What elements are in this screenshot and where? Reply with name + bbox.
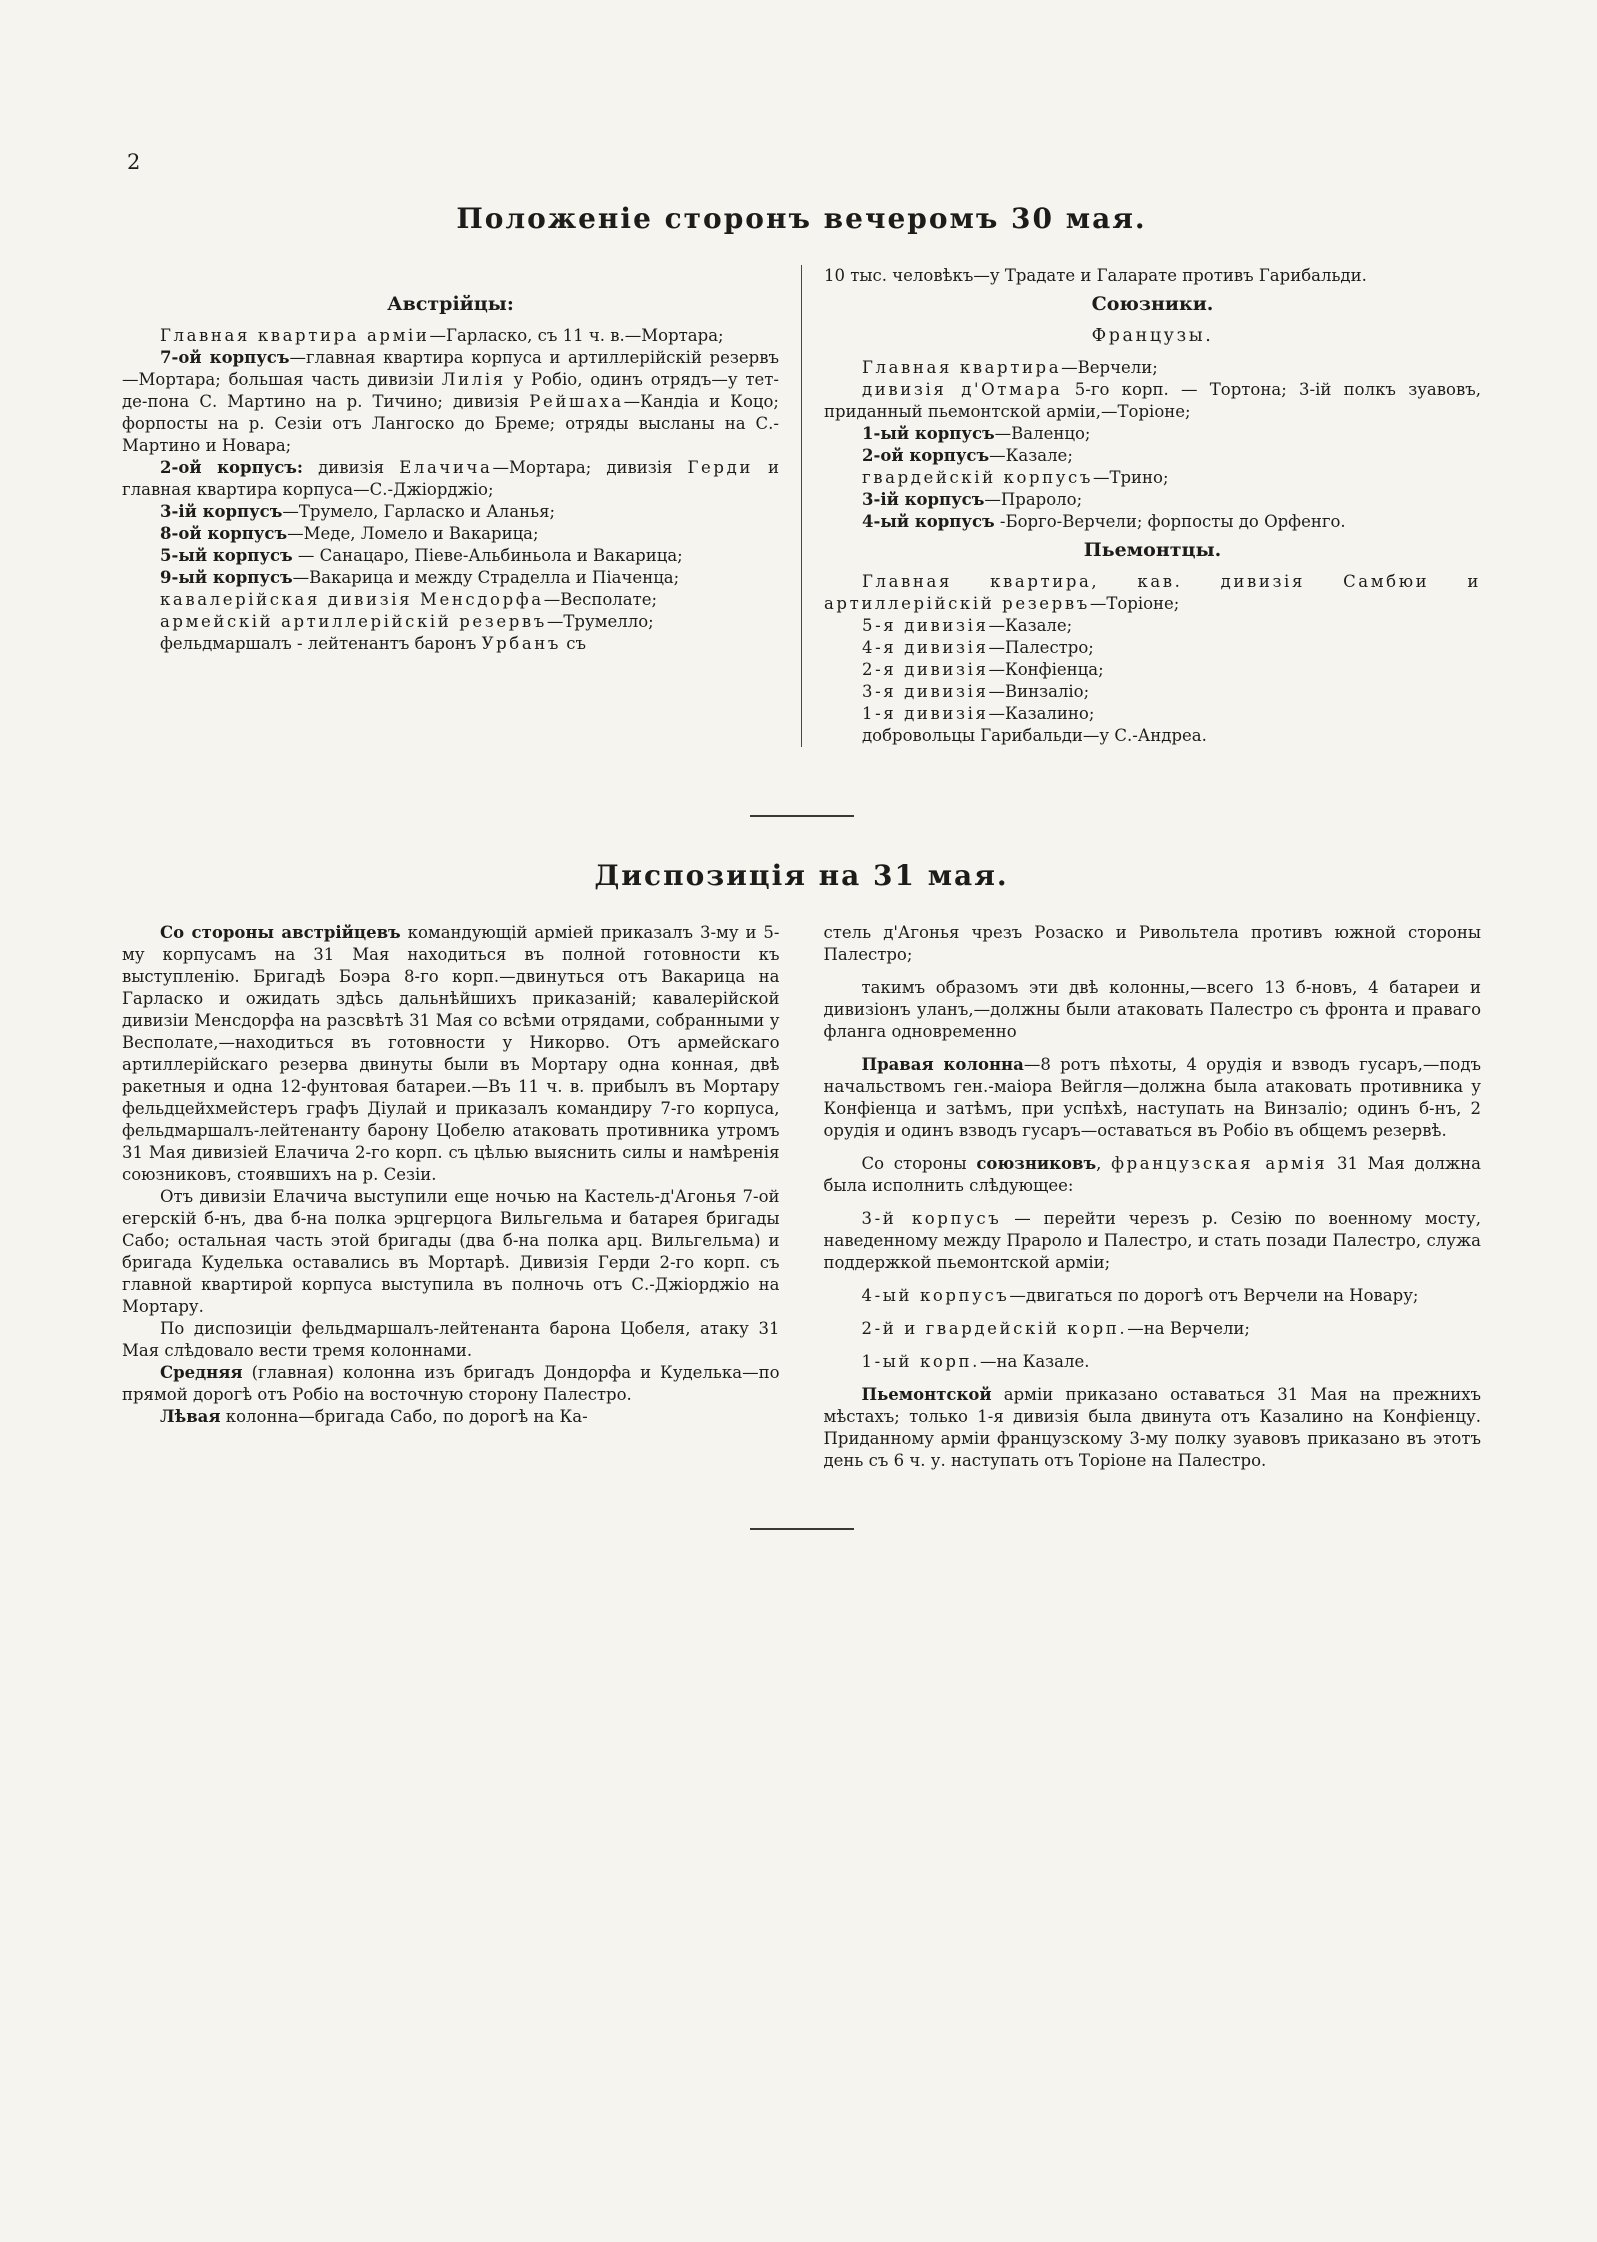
text-run: Лилія — [441, 370, 506, 389]
text-run: —двигаться по дорогѣ отъ Верчели на Новару; — [1009, 1286, 1419, 1305]
paragraph — [824, 637, 1481, 659]
paragraph — [122, 545, 779, 567]
paragraph — [824, 379, 1481, 423]
text-run: Пьемонтской — [861, 1385, 992, 1404]
text-run: 5-я дивизія — [862, 616, 989, 635]
paragraph — [824, 571, 1481, 615]
column-heading — [824, 293, 1481, 315]
column-heading — [824, 539, 1481, 561]
text-run: Главная квартира арміи — [160, 326, 430, 345]
text-run: —Казале; — [989, 446, 1073, 465]
text-run: 4-я дивизія — [862, 638, 989, 657]
text-run: 3-ій корпусъ — [862, 490, 985, 509]
paragraph — [824, 467, 1481, 489]
text-run: командующій арміей приказалъ 3-му и 5-му корпусамъ на 31 Мая находиться въ полной готовности къ выступленію. Бригадѣ Боэра 8-го корп.—двинуться отъ Вакарица на Гарласко и ожидать здѣсь дальнѣйшихъ приказаній; кавалерійской дивизіи Менсдорфа на разсвѣтѣ 31 Мая со всѣми отрядами, собранными у Весполате,—находиться въ готовности у Никорво. Отъ армейскаго артиллерійскаго резерва двинуты были въ Мортару одна конная, двѣ ракетныя и одна 12-фунтовая батареи.—Въ 11 ч. в. прибылъ въ Мортару фельдцейхмейстеръ графъ Діулай и приказалъ командиру 7-го корпуса, фельдмаршалъ-лейтенанту барону Цобелю атаковать противника утромъ 31 Мая дивизіей Елачича 2-го корп. съ цѣлью выяснить силы и намѣренія союзниковъ, стоявшихъ на р. Сезіи. — [122, 923, 780, 1184]
text-run: Рейшаха — [529, 392, 624, 411]
text-run: 5-го корп. — Тортона; 3-ій полкъ зуавовъ, приданный пьемонтской арміи,—Торіоне; — [824, 380, 1481, 421]
text-run: арміи приказано оставаться 31 Мая на прежнихъ мѣстахъ; только 1-я дивизія была двинута отъ Казалино на Конфіенцу. Приданному арміи французскому 3-му полку зуавовъ приказано въ этотъ день съ 6 ч. у. наступать отъ Торіоне на Палестро. — [823, 1385, 1481, 1470]
text-run: Отъ дивизіи Елачича выступили еще ночью на Кастель-д'Агонья 7-ой егерскій б-нъ, два б-на полка эрцгерцога Вильгельма и батарея бригады Сабо; остальная часть этой бригады (два б-на полка арц. Вильгельма) и бригада Куделька оставались въ Мортарѣ. Дивизія Герди 2-го корп. съ главной квартирой корпуса выступила въ полночь отъ С.-Джіорджіо на Мортару. — [122, 1187, 780, 1316]
text-run: Пьемонтцы. — [1083, 539, 1222, 561]
paragraph — [122, 611, 779, 633]
paragraph — [824, 1208, 1482, 1274]
text-run: Союзники. — [1091, 293, 1214, 315]
paragraph — [824, 1285, 1482, 1307]
text-run: 3-ій корпусъ — [160, 502, 283, 521]
text-run: —Прароло; — [984, 490, 1083, 509]
text-run: 1-ый корп. — [861, 1352, 980, 1371]
paragraph — [824, 423, 1481, 445]
paragraph — [824, 1351, 1482, 1373]
text-run: —Меде, Ломело и Вакарица; — [287, 524, 539, 543]
text-run: —Вакарица и между Страделла и Піаченца; — [292, 568, 680, 587]
text-run: дивизія — [303, 458, 400, 477]
text-run: 9-ый корпусъ — [160, 568, 293, 587]
paragraph — [824, 1318, 1482, 1340]
text-run: фельдмаршалъ - лейтенантъ баронъ — [160, 634, 482, 653]
paragraph — [122, 633, 779, 655]
column-heading — [122, 293, 779, 315]
text-run: —Торіоне; — [1089, 594, 1180, 613]
text-run: —Валенцо; — [994, 424, 1091, 443]
text-run: , — [1096, 1154, 1112, 1173]
text-run: 2-й и гвардейскій корп. — [861, 1319, 1128, 1338]
text-run: —Конфіенца; — [988, 660, 1104, 679]
paragraph — [122, 501, 779, 523]
text-run: дивизія д'Отмара — [862, 380, 1063, 399]
section2-columns — [122, 922, 1481, 1472]
page-number: 2 — [127, 150, 141, 174]
text-run: Главная квартира, кав. дивизія Самбюи и артиллерійскій резервъ — [824, 572, 1481, 613]
section2-right-column — [802, 922, 1482, 1472]
text-run: —на Верчели; — [1127, 1319, 1250, 1338]
text-run: —Палестро; — [988, 638, 1094, 657]
section1-columns — [122, 265, 1481, 747]
text-run: Австрійцы: — [387, 293, 514, 315]
text-run: колонна—бригада Сабо, по дорогѣ на Ка- — [220, 1407, 588, 1426]
text-run: —на Казале. — [980, 1352, 1090, 1371]
paragraph — [824, 1153, 1482, 1197]
text-run: Французы. — [1091, 326, 1214, 346]
end-of-text-rule — [750, 1528, 854, 1530]
text-run: —Казале; — [988, 616, 1073, 635]
paragraph — [824, 659, 1481, 681]
text-run: армейскій артиллерійскій резервъ — [160, 612, 547, 631]
paragraph — [824, 615, 1481, 637]
text-run: Елачича — [399, 458, 493, 477]
text-run: 2-ой корпусъ — [862, 446, 990, 465]
text-run: съ — [560, 634, 586, 653]
text-run: Со стороны — [861, 1154, 977, 1173]
paragraph — [824, 511, 1481, 533]
paragraph — [122, 567, 779, 589]
section1-title: Положеніе сторонъ вечеромъ 30 мая. — [456, 202, 1147, 235]
paragraph — [122, 347, 779, 457]
paragraph — [824, 703, 1481, 725]
text-run: — перейти черезъ р. Сезію по военному мосту, наведенному между Прароло и Палестро, и стать позади Палестро, служа поддержкой пьемонтской арміи; — [823, 1209, 1481, 1272]
text-run: —Казалино; — [988, 704, 1095, 723]
text-run: 10 тыс. человѣкъ—у Традате и Галарате противъ Гарибальди. — [824, 266, 1367, 285]
text-run: По диспозиціи фельдмаршалъ-лейтенанта барона Цобеля, атаку 31 Мая слѣдовало вести тремя колоннами. — [122, 1319, 780, 1360]
text-run: Главная квартира — [862, 358, 1062, 377]
text-run: 2-ой корпусъ: — [160, 458, 304, 477]
paragraph — [824, 922, 1482, 966]
text-run: (главная) колонна изъ бригадъ Дондорфа и Куделька—по прямой дорогѣ отъ Робіо на восточную сторону Палестро. — [122, 1363, 780, 1404]
section1-left-column — [122, 265, 801, 747]
text-run: 7-ой корпусъ — [160, 348, 290, 367]
text-run: 4-ый корпусъ — [862, 512, 995, 531]
paragraph — [824, 1054, 1482, 1142]
paragraph — [122, 457, 779, 501]
paragraph — [122, 589, 779, 611]
text-run: —Трумело, Гарласко и Аланья; — [282, 502, 556, 521]
text-run: 5-ый корпусъ — [160, 546, 293, 565]
paragraph — [824, 681, 1481, 703]
text-run: -Борго-Верчели; форпосты до Орфенго. — [994, 512, 1346, 531]
text-run: 2-я дивизія — [862, 660, 989, 679]
paragraph — [824, 265, 1481, 287]
text-run: —Трино; — [1092, 468, 1169, 487]
text-run: 1-я дивизія — [862, 704, 989, 723]
paragraph — [122, 523, 779, 545]
paragraph — [824, 445, 1481, 467]
section-separator-rule — [750, 815, 854, 817]
paragraph — [122, 922, 780, 1186]
text-run: Лѣвая — [160, 1407, 221, 1426]
text-run: —Мортара; дивизія — [492, 458, 688, 477]
text-run: Со стороны австрійцевъ — [160, 923, 401, 942]
paragraph — [122, 1186, 780, 1318]
section1-right-column — [802, 265, 1481, 747]
text-run: 31 Мая должна была исполнить слѣдующее: — [823, 1154, 1481, 1195]
text-run: —Верчели; — [1061, 358, 1158, 377]
text-run: у Робіо, одинъ отрядъ—у тет-де-пона С. Мартино на р. Тичино; дивизія — [122, 370, 779, 411]
section2-title: Диспозиція на 31 мая. — [594, 859, 1009, 892]
text-run: французская армія — [1111, 1154, 1328, 1173]
text-run: —Винзаліо; — [988, 682, 1090, 701]
text-run: —Трумелло; — [546, 612, 654, 631]
text-run: 3-й корпусъ — [861, 1209, 1002, 1228]
paragraph — [122, 1362, 780, 1406]
paragraph — [122, 1406, 780, 1428]
text-run: 8-ой корпусъ — [160, 524, 288, 543]
text-run: —8 ротъ пѣхоты, 4 орудія и взводъ гусаръ,—подъ начальствомъ ген.-маіора Вейгля—должна была атаковать противника у Конфіенца и затѣмъ, при успѣхѣ, наступать на Винзаліо; одинъ б-нъ, 2 орудія и одинъ взводъ гусаръ—оставаться въ Робіо въ общемъ резервѣ. — [823, 1055, 1481, 1140]
text-run: добровольцы Гарибальди—у С.-Андреа. — [862, 726, 1207, 745]
paragraph — [824, 977, 1482, 1043]
text-run: Герди — [687, 458, 753, 477]
text-run: Правая колонна — [861, 1055, 1024, 1074]
text-run: Урбанъ — [481, 634, 561, 653]
paragraph — [122, 325, 779, 347]
paragraph — [824, 1384, 1482, 1472]
text-run: гвардейскій корпусъ — [862, 468, 1093, 487]
paragraph — [824, 357, 1481, 379]
text-run: —Кандіа и Коцо; форпосты на р. Сезіи отъ Лангоско до Бреме; отряды высланы на С.-Мартино и Новара; — [122, 392, 779, 455]
text-run: союзниковъ — [976, 1154, 1097, 1173]
text-run: — Санацаро, Піеве-Альбиньола и Вакарица; — [292, 546, 683, 565]
text-run: —Весполате; — [543, 590, 658, 609]
column-subheading — [824, 325, 1481, 347]
text-run: и главная квартира корпуса—С.-Джіорджіо; — [122, 458, 779, 499]
paragraph — [824, 725, 1481, 747]
paragraph — [122, 1318, 780, 1362]
text-run: Средняя — [160, 1363, 243, 1382]
text-run: —главная квартира корпуса и артиллерійскій резервъ—Мортара; большая часть дивизіи — [122, 348, 779, 389]
text-run: 4-ый корпусъ — [861, 1286, 1010, 1305]
text-run: —Гарласко, съ 11 ч. в.—Мортара; — [429, 326, 724, 345]
paragraph — [824, 489, 1481, 511]
text-run: такимъ образомъ эти двѣ колонны,—всего 13 б-новъ, 4 батареи и дивизіонъ уланъ,—должны были атаковать Палестро съ фронта и праваго фланга одновременно — [823, 978, 1481, 1041]
text-run: кавалерійская дивизія Менсдорфа — [160, 590, 544, 609]
text-run: стель д'Агонья чрезъ Розаско и Ривольтела противъ южной стороны Палестро; — [823, 923, 1481, 964]
section2-left-column — [122, 922, 802, 1472]
text-run: 3-я дивизія — [862, 682, 989, 701]
text-run: 1-ый корпусъ — [862, 424, 995, 443]
